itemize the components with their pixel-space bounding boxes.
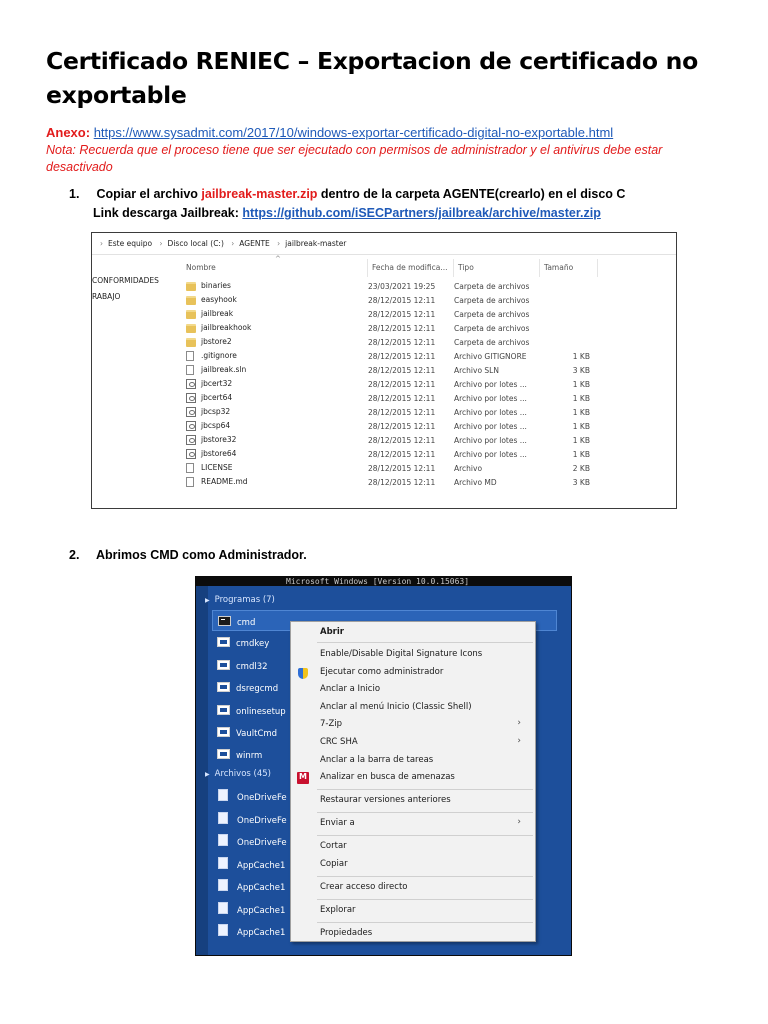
file-date: 28/12/2015 12:11	[368, 393, 436, 403]
menu-separator	[317, 642, 533, 643]
document-icon	[218, 902, 228, 914]
program-item[interactable]	[212, 677, 296, 698]
programs-group-header[interactable]	[205, 595, 275, 605]
file-label: OneDriveFe	[237, 838, 287, 848]
file-item[interactable]	[212, 919, 296, 940]
program-icon	[217, 749, 230, 759]
breadcrumb-item[interactable]: AGENTE	[239, 239, 270, 248]
file-name: easyhook	[201, 295, 237, 305]
file-item[interactable]	[212, 852, 296, 873]
menu-item-cut[interactable]: Cortar	[320, 841, 347, 851]
file-name-cell	[186, 475, 368, 489]
file-date: 28/12/2015 12:11	[368, 407, 436, 417]
program-item[interactable]	[212, 722, 296, 743]
file-name-cell	[186, 419, 368, 433]
file-row[interactable]	[186, 475, 594, 489]
program-item[interactable]	[212, 744, 296, 765]
menu-separator	[317, 922, 533, 923]
file-date: 28/12/2015 12:11	[368, 323, 436, 333]
start-menu-screenshot	[195, 576, 572, 956]
menu-item-send-to[interactable]	[291, 816, 535, 832]
menu-item-open[interactable]: Abrir	[320, 627, 344, 637]
file-type: Carpeta de archivos	[454, 281, 530, 291]
column-header-type[interactable]: Tipo	[454, 259, 540, 277]
step-1-download	[93, 204, 601, 222]
file-date: 28/12/2015 12:11	[368, 295, 436, 305]
breadcrumb-chevron-icon: ›	[159, 239, 163, 248]
program-label: winrm	[236, 751, 263, 762]
file-size: 1 KB	[572, 449, 590, 459]
document-icon	[218, 834, 228, 846]
context-menu-item[interactable]	[291, 735, 535, 751]
program-icon	[217, 727, 230, 737]
program-icon	[217, 705, 230, 715]
step-1-text-before: Copiar el archivo	[96, 187, 198, 201]
batch-file-icon	[186, 393, 196, 403]
file-size	[540, 293, 594, 307]
menu-item-create-shortcut[interactable]: Crear acceso directo	[320, 882, 408, 892]
mcafee-icon	[297, 772, 309, 784]
file-size: 1 KB	[572, 393, 590, 403]
file-label: OneDriveFe	[237, 793, 287, 803]
file-name: jbcsp64	[201, 421, 231, 430]
batch-file-icon	[186, 407, 196, 417]
file-name-cell	[186, 391, 368, 405]
column-header-name[interactable]: Nombre	[182, 259, 368, 277]
file-name-cell	[186, 279, 368, 293]
file-row[interactable]	[186, 363, 594, 377]
file-name-cell	[186, 377, 368, 391]
file-item[interactable]	[212, 829, 296, 850]
program-label: dsregcmd	[236, 684, 279, 695]
breadcrumb-item[interactable]: Este equipo	[108, 239, 153, 248]
file-item[interactable]	[212, 807, 296, 828]
file-row[interactable]	[186, 419, 594, 433]
file-label: OneDriveFe	[237, 815, 287, 826]
breadcrumb-item[interactable]: Disco local (C:)	[167, 239, 224, 248]
file-type: Carpeta de archivos	[454, 309, 530, 319]
program-item[interactable]	[212, 632, 296, 653]
file-name: jbcert64	[201, 393, 233, 402]
submenu-arrow-icon: ›	[517, 736, 521, 746]
program-label: cmdl32	[236, 661, 268, 672]
file-name: binaries	[201, 281, 231, 291]
program-label: onlinesetup	[236, 706, 286, 717]
batch-file-icon	[186, 435, 196, 445]
context-menu-item[interactable]	[291, 700, 535, 716]
program-label: VaultCmd	[236, 729, 278, 739]
explorer-screenshot	[91, 232, 677, 509]
document-icon	[218, 789, 228, 801]
program-item[interactable]	[212, 700, 296, 721]
context-menu-label: Ejecutar como administrador	[320, 666, 444, 677]
batch-file-icon	[186, 421, 196, 431]
file-item[interactable]	[212, 874, 296, 895]
program-icon	[217, 660, 230, 670]
file-type: Carpeta de archivos	[454, 295, 530, 305]
menu-separator	[317, 812, 533, 813]
files-group-header[interactable]	[205, 769, 271, 779]
file-name: LICENSE	[201, 463, 233, 472]
file-name-cell	[186, 461, 368, 475]
file-row[interactable]	[186, 405, 594, 419]
file-name: jbcsp32	[201, 407, 231, 416]
file-date: 28/12/2015 12:11	[368, 449, 436, 459]
program-label: cmd	[237, 618, 256, 628]
command-prompt-icon	[218, 616, 231, 626]
file-type: Archivo por lotes ...	[454, 379, 527, 389]
file-date: 28/12/2015 12:11	[368, 379, 436, 389]
admin-note: Nota: Recuerda que el proceso tiene que ser ejecutado con permisos de administrador y el antivirus debe estar desactivado	[46, 143, 663, 174]
file-name: README.md	[201, 477, 248, 486]
breadcrumb-chevron-icon: ›	[231, 239, 235, 248]
file-date: 28/12/2015 12:11	[368, 421, 436, 431]
expand-triangle-icon: ▶	[205, 597, 210, 604]
document-icon	[218, 879, 228, 891]
file-date: 28/12/2015 12:11	[368, 463, 436, 473]
file-row[interactable]	[186, 391, 594, 405]
column-header-date[interactable]: Fecha de modifica...	[368, 259, 454, 277]
file-name: jailbreak	[201, 309, 234, 319]
file-size	[540, 335, 594, 349]
menu-item-properties[interactable]: Propiedades	[320, 928, 373, 938]
file-type: Carpeta de archivos	[454, 337, 530, 347]
file-date: 28/12/2015 12:11	[368, 309, 436, 319]
file-name-cell	[186, 321, 368, 335]
file-row[interactable]	[186, 377, 594, 391]
file-row[interactable]	[186, 293, 594, 307]
menu-separator	[317, 835, 533, 836]
file-name-cell	[186, 293, 368, 307]
context-menu-label: Analizar en busca de amenazas	[320, 772, 455, 783]
folder-icon	[186, 296, 196, 305]
file-size: 1 KB	[572, 435, 590, 445]
program-icon	[217, 682, 230, 692]
file-name-cell	[186, 447, 368, 461]
file-size: 1 KB	[572, 407, 590, 417]
file-name: jailbreakhook	[201, 323, 252, 333]
file-label: AppCache1	[237, 905, 286, 916]
context-menu-item[interactable]	[291, 753, 535, 769]
file-label: AppCache1	[237, 860, 286, 871]
file-size: 1 KB	[572, 421, 590, 431]
file-date: 23/03/2021 19:25	[368, 281, 436, 291]
file-label: AppCache1	[237, 928, 286, 938]
file-icon	[186, 477, 194, 487]
context-menu-label: Anclar al menú Inicio (Classic Shell)	[320, 701, 472, 712]
menu-item-copy[interactable]: Copiar	[320, 859, 348, 869]
sidebar-item[interactable]: CONFORMIDADES	[92, 276, 159, 285]
step-2-number: 2.	[69, 548, 80, 562]
program-label: cmdkey	[236, 639, 270, 650]
document-icon	[218, 924, 228, 936]
step-2-text: Abrimos CMD como Administrador.	[96, 548, 307, 562]
explorer-sidebar	[92, 273, 182, 305]
programs-group-label: Programas (7)	[214, 595, 275, 605]
file-date: 28/12/2015 12:11	[368, 365, 436, 375]
file-type: Archivo por lotes ...	[454, 407, 527, 417]
step-1-link-label: Link descarga Jailbreak:	[93, 206, 239, 220]
document-icon	[218, 812, 228, 824]
file-name: jailbreak.sln	[201, 365, 247, 374]
file-size: 3 KB	[572, 365, 590, 375]
context-menu-label: Anclar a Inicio	[320, 684, 381, 695]
page-title: Certificado RENIEC – Exportacion de certificado no exportable	[46, 47, 698, 109]
submenu-arrow-icon: ›	[517, 718, 521, 729]
console-banner: Microsoft Windows [Version 10.0.15063]	[196, 577, 571, 586]
context-menu-label: 7-Zip	[320, 719, 343, 730]
uac-shield-icon	[298, 668, 308, 679]
explorer-breadcrumb	[92, 233, 676, 255]
context-menu-item[interactable]	[291, 682, 535, 698]
file-date: 28/12/2015 12:11	[368, 351, 436, 361]
folder-icon	[186, 282, 196, 291]
step-1-number: 1.	[69, 187, 80, 201]
file-icon	[186, 463, 194, 473]
file-icon	[186, 351, 194, 361]
sidebar-item[interactable]: RABAJO	[92, 292, 121, 301]
file-size: 1 KB	[572, 351, 590, 361]
expand-triangle-icon: ▶	[205, 771, 210, 778]
file-type: Archivo por lotes ...	[454, 393, 527, 403]
file-name: jbcert32	[201, 379, 233, 388]
folder-icon	[186, 324, 196, 333]
step-1	[69, 185, 625, 203]
file-name-cell	[186, 405, 368, 419]
files-group-label: Archivos (45)	[214, 769, 271, 779]
menu-item-restore-versions[interactable]: Restaurar versiones anteriores	[320, 795, 451, 805]
file-row[interactable]	[186, 307, 594, 321]
context-menu-item[interactable]	[291, 770, 535, 786]
jailbreak-download-link[interactable]: https://github.com/iSECPartners/jailbreak/archive/master.zip	[242, 206, 601, 220]
file-type: Archivo por lotes ...	[454, 449, 527, 459]
file-type: Archivo MD	[454, 477, 497, 487]
file-item[interactable]	[212, 784, 296, 805]
file-icon	[186, 365, 194, 375]
file-size: 3 KB	[572, 477, 590, 487]
file-row[interactable]	[186, 447, 594, 461]
breadcrumb-item[interactable]: jailbreak-master	[285, 239, 347, 248]
file-list	[186, 279, 594, 489]
file-name: jbstore2	[201, 337, 232, 347]
context-menu-label: CRC SHA	[320, 737, 358, 747]
menu-separator	[317, 876, 533, 877]
menu-separator	[317, 789, 533, 790]
file-size	[540, 279, 594, 293]
program-item[interactable]	[212, 655, 296, 676]
file-item[interactable]	[212, 897, 296, 918]
annex-label: Anexo:	[46, 125, 91, 140]
file-name: jbstore32	[201, 435, 237, 444]
menu-item-explore[interactable]: Explorar	[320, 905, 356, 915]
breadcrumb-chevron-icon: ›	[277, 239, 281, 248]
document-icon	[218, 857, 228, 869]
file-type: Archivo	[454, 463, 483, 473]
file-row[interactable]	[186, 433, 594, 447]
batch-file-icon	[186, 449, 196, 459]
file-date: 28/12/2015 12:11	[368, 477, 436, 487]
sort-ascending-icon: ^	[275, 255, 281, 263]
file-name: jbstore64	[201, 449, 237, 458]
context-menu-label: Anclar a la barra de tareas	[320, 754, 434, 765]
annex-line	[46, 124, 736, 141]
folder-icon	[186, 338, 196, 347]
file-label: AppCache1	[237, 883, 286, 893]
file-name-cell	[186, 349, 368, 363]
file-size	[540, 321, 594, 335]
step-1-text-after: dentro de la carpeta AGENTE(crearlo) en el disco C	[320, 187, 626, 201]
menu-separator	[317, 899, 533, 900]
file-date: 28/12/2015 12:11	[368, 435, 436, 445]
step-2	[69, 546, 307, 564]
file-name: .gitignore	[201, 351, 237, 360]
file-row[interactable]	[186, 461, 594, 475]
file-type: Archivo por lotes ...	[454, 421, 527, 431]
file-type: Archivo por lotes ...	[454, 435, 527, 445]
menu-item-send-to-label: Enviar a	[320, 818, 355, 828]
file-type: Archivo SLN	[454, 365, 499, 375]
file-name-cell	[186, 335, 368, 349]
submenu-arrow-icon: ›	[517, 817, 521, 827]
context-menu-label: Enable/Disable Digital Signature Icons	[320, 649, 483, 659]
breadcrumb-chevron-icon: ›	[100, 239, 103, 248]
file-date: 28/12/2015 12:11	[368, 337, 436, 347]
batch-file-icon	[186, 379, 196, 389]
step-1-filename: jailbreak-master.zip	[201, 187, 318, 201]
file-name-cell	[186, 433, 368, 447]
file-name-cell	[186, 307, 368, 321]
file-size: 1 KB	[572, 379, 590, 389]
column-header-size[interactable]: Tamaño	[540, 259, 598, 277]
context-menu-item[interactable]	[291, 665, 535, 681]
context-menu-item[interactable]	[291, 717, 535, 733]
file-type: Carpeta de archivos	[454, 323, 530, 333]
file-size	[540, 307, 594, 321]
context-menu-item[interactable]	[291, 647, 535, 663]
folder-icon	[186, 310, 196, 319]
file-row[interactable]	[186, 349, 594, 363]
file-name-cell	[186, 363, 368, 377]
context-menu	[290, 621, 536, 942]
file-size: 2 KB	[572, 463, 590, 473]
file-row[interactable]	[186, 279, 594, 293]
annex-link[interactable]: https://www.sysadmit.com/2017/10/windows-exportar-certificado-digital-no-exportable.html	[93, 125, 614, 140]
file-row[interactable]	[186, 321, 594, 335]
file-type: Archivo GITIGNORE	[454, 351, 527, 361]
program-icon	[217, 637, 230, 647]
file-row[interactable]	[186, 335, 594, 349]
